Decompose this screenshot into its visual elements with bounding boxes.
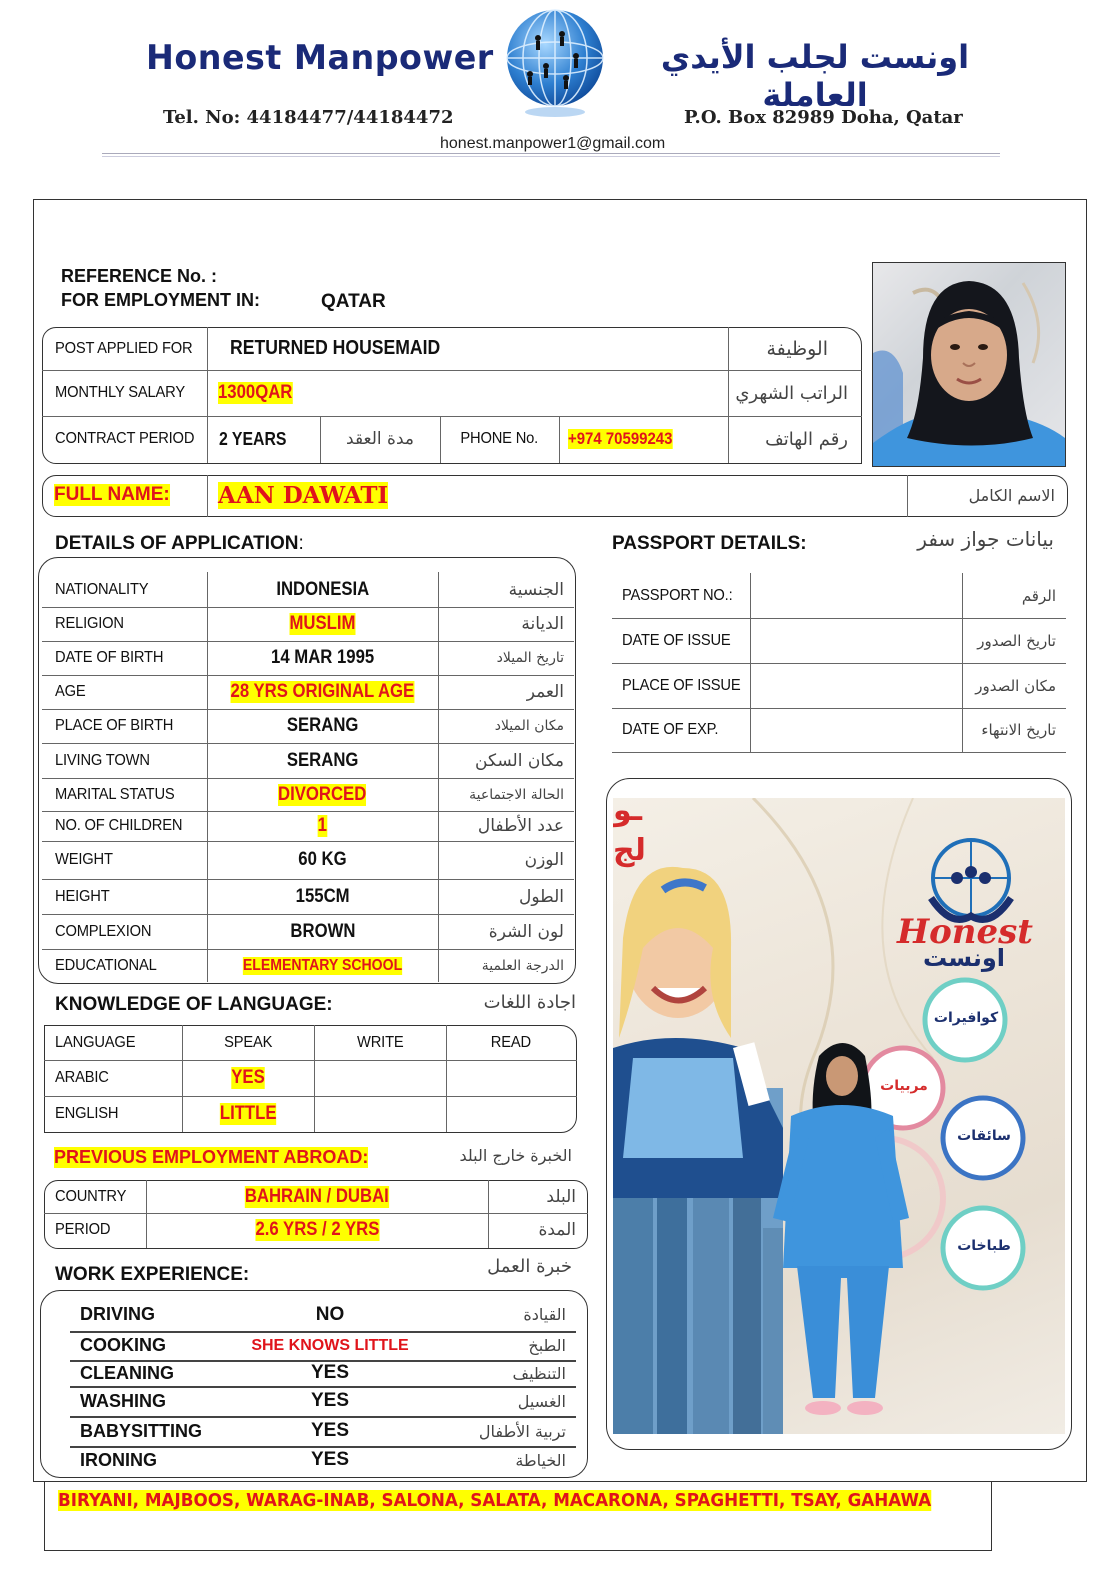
work-row-value: YES <box>310 1420 350 1441</box>
application-row-label: NATIONALITY <box>55 580 149 598</box>
application-row-label-ar: الحالة الاجتماعية <box>469 786 564 803</box>
application-row-label: LIVING TOWN <box>55 751 150 769</box>
salary-label: MONTHLY SALARY <box>55 384 185 401</box>
application-row-label: PLACE OF BIRTH <box>55 717 174 734</box>
application-row-label-ar: تاريخ الميلاد <box>496 650 564 666</box>
contract-label-ar: مدة العقد <box>346 429 414 449</box>
passport-row-label: PASSPORT NO.: <box>622 586 733 604</box>
application-row-value: DIVORCED <box>278 783 367 805</box>
application-row <box>38 778 574 811</box>
work-title: WORK EXPERIENCE: <box>55 1264 250 1285</box>
work-row-value: YES <box>310 1390 350 1411</box>
passport-row <box>612 663 1066 708</box>
poster-photo <box>613 798 1065 1434</box>
work-row-label: WASHING <box>80 1390 167 1411</box>
application-row-label: WEIGHT <box>55 851 113 868</box>
period-label-ar: المدة <box>538 1219 576 1240</box>
contract-label: CONTRACT PERIOD <box>55 430 195 447</box>
application-row-label: EDUCATIONAL <box>55 956 157 974</box>
work-row-label-ar: القيادة <box>523 1305 566 1324</box>
work-row-value: SHE KNOWS LITTLE <box>251 1336 409 1354</box>
application-row-value: MUSLIM <box>289 613 356 634</box>
poster-bubble-2: مربيات <box>880 1078 928 1094</box>
passport-title-ar: بيانات جواز سفر <box>917 527 1054 551</box>
work-title-ar: خبرة العمل <box>487 1256 572 1277</box>
post-value: RETURNED HOUSEMAID <box>230 337 441 359</box>
application-row-label: AGE <box>55 683 86 700</box>
application-row-label-ar: الطول <box>519 886 564 907</box>
country-value: BAHRAIN / DUBAI <box>245 1185 389 1207</box>
passport-row <box>612 573 1066 618</box>
phone-value: +974 70599243 <box>568 429 673 448</box>
language-speak-value: YES <box>231 1067 265 1088</box>
work-row-label-ar: الطبخ <box>528 1336 566 1355</box>
poster-bubble-3: سائقات <box>957 1128 1011 1144</box>
post-label: POST APPLIED FOR <box>55 339 193 357</box>
application-row <box>38 841 574 879</box>
passport-row-label: PLACE OF ISSUE <box>622 676 741 694</box>
language-header: SPEAK <box>223 1033 273 1051</box>
application-row <box>38 572 574 607</box>
fullname-label: FULL NAME: <box>54 484 170 505</box>
header-divider <box>102 153 1000 154</box>
work-row-label: DRIVING <box>80 1304 156 1324</box>
previous-title-ar: الخبرة خارج البلد <box>459 1146 572 1165</box>
header-divider-2 <box>102 156 1000 157</box>
passport-row-label: DATE OF EXP. <box>622 721 719 738</box>
work-row-label-ar: تربية الأطفال <box>478 1421 566 1441</box>
phone-label: PHONE No. <box>460 430 539 447</box>
employment-label: FOR EMPLOYMENT IN: <box>61 290 260 310</box>
work-row <box>40 1298 586 1331</box>
application-row-label-ar: مكان السكن <box>475 750 564 771</box>
language-header: WRITE <box>356 1033 404 1051</box>
passport-row <box>612 708 1066 752</box>
country-label: COUNTRY <box>55 1187 127 1205</box>
application-row-value: 28 YRS ORIGINAL AGE <box>230 681 415 702</box>
application-row <box>38 607 574 641</box>
globe-logo-icon <box>500 8 610 120</box>
application-row-label-ar: مكان الميلاد <box>494 718 564 734</box>
period-label: PERIOD <box>55 1220 111 1238</box>
work-row-label: BABYSITTING <box>80 1420 203 1441</box>
po-box: P.O. Box 82989 Doha, Qatar <box>684 107 963 128</box>
work-row <box>40 1386 586 1416</box>
period-value: 2.6 YRS / 2 YRS <box>255 1218 379 1240</box>
application-row-label: NO. OF CHILDREN <box>55 817 183 834</box>
application-row-label: MARITAL STATUS <box>55 785 175 803</box>
language-name: ENGLISH <box>55 1104 119 1122</box>
language-title: KNOWLEDGE OF LANGUAGE: <box>55 994 333 1015</box>
passport-row-label-ar: مكان الصدور <box>975 676 1056 695</box>
company-name-ar: اونست لجلب الأيدي العاملة <box>660 38 970 114</box>
phone-label-ar: رقم الهاتف <box>765 428 848 450</box>
svg-text:لج: لج <box>613 833 646 868</box>
work-row <box>40 1360 586 1386</box>
passport-row-label-ar: الرقم <box>1021 586 1056 605</box>
work-row-value: NO <box>315 1303 345 1325</box>
application-row-value: ELEMENTARY SCHOOL <box>242 956 403 974</box>
application-row <box>38 811 574 841</box>
poster-brand-en: Honest <box>897 912 1033 952</box>
application-row <box>38 879 574 914</box>
fullname-value: AAN DAWATI <box>218 481 389 509</box>
language-speak-value: LITTLE <box>219 1102 277 1124</box>
work-row-label: CLEANING <box>80 1362 174 1383</box>
work-row-value: YES <box>310 1362 350 1383</box>
application-row-value: INDONESIA <box>276 578 369 600</box>
company-name-en: Honest Manpower <box>146 38 494 78</box>
country-label-ar: البلد <box>546 1186 576 1207</box>
post-label-ar: الوظيفة <box>766 337 828 360</box>
footer-note: BIRYANI, MAJBOOS, WARAG-INAB, SALONA, SALATA, MACARONA, SPAGHETTI, TSAY, GAHAWA <box>58 1490 932 1511</box>
previous-title: PREVIOUS EMPLOYMENT ABROAD: <box>54 1147 369 1167</box>
work-row-label: COOKING <box>80 1335 167 1355</box>
passport-row <box>612 618 1066 663</box>
letterhead <box>0 0 1109 165</box>
language-header: READ <box>490 1033 532 1051</box>
application-row-label-ar: الجنسية <box>508 579 564 600</box>
work-row-label-ar: التنظيف <box>512 1363 566 1383</box>
application-row-label-ar: الوزن <box>524 850 564 870</box>
application-row-label-ar: لون الشرة <box>488 921 564 942</box>
application-row-value: 1 <box>317 815 328 836</box>
language-title-ar: اجادة اللغات <box>483 992 576 1013</box>
work-row <box>40 1416 586 1446</box>
application-row-value: 14 MAR 1995 <box>270 647 375 668</box>
passport-row-label-ar: تاريخ الانتهاء <box>981 721 1056 739</box>
application-row-label: HEIGHT <box>55 887 110 905</box>
application-row-label-ar: الدرجة العلمية <box>481 957 564 974</box>
passport-row-label: DATE OF ISSUE <box>622 631 731 649</box>
language-name: ARABIC <box>55 1069 109 1086</box>
application-row-value: 60 KG <box>298 849 347 870</box>
poster-brand-ar: اونست <box>923 944 1005 972</box>
application-row-value: SERANG <box>286 715 359 736</box>
application-row <box>38 709 574 743</box>
application-row-label-ar: الديانة <box>521 614 564 634</box>
application-title <box>55 533 304 555</box>
work-row-label-ar: الغسيل <box>517 1391 566 1411</box>
application-row <box>38 641 574 675</box>
application-row-label: DATE OF BIRTH <box>55 649 164 666</box>
application-title-colon: : <box>298 533 304 554</box>
application-row-value: 155CM <box>295 885 350 907</box>
application-row-label-ar: العمر <box>526 682 564 702</box>
portrait-photo <box>872 262 1066 467</box>
work-row <box>40 1446 586 1474</box>
salary-value: 1300QAR <box>218 382 293 403</box>
contract-value: 2 YEARS <box>219 428 287 449</box>
application-row-value: SERANG <box>286 749 359 771</box>
work-row-label-ar: الخياطة <box>515 1450 566 1470</box>
application-row <box>38 743 574 778</box>
salary-label-ar: الراتب الشهري <box>735 382 848 404</box>
poster-bubble-4: طباخات <box>957 1238 1011 1254</box>
application-title-text: DETAILS OF APPLICATION <box>55 533 299 554</box>
application-row-label: RELIGION <box>55 615 124 632</box>
work-row-value: YES <box>310 1449 350 1470</box>
application-row <box>38 949 574 982</box>
application-row <box>38 914 574 949</box>
application-row-label: COMPLEXION <box>55 922 152 940</box>
reference-label: REFERENCE No. : <box>61 266 218 286</box>
work-row-label: IRONING <box>80 1449 158 1470</box>
application-row-value: BROWN <box>289 920 356 942</box>
application-row-label-ar: عدد الأطفال <box>477 816 564 836</box>
telephone: Tel. No: 44184477/44184472 <box>163 107 454 128</box>
svg-text:ـو: ـو <box>613 798 643 828</box>
fullname-label-ar: الاسم الكامل <box>968 485 1055 505</box>
poster-bubble-1: كوافيرات <box>933 1010 999 1026</box>
work-row <box>40 1331 586 1360</box>
passport-row-label-ar: تاريخ الصدور <box>977 631 1056 650</box>
application-row <box>38 675 574 709</box>
email[interactable]: honest.manpower1@gmail.com <box>440 135 666 152</box>
language-header: LANGUAGE <box>55 1033 136 1051</box>
passport-title: PASSPORT DETAILS: <box>612 533 807 554</box>
employment-country: QATAR <box>321 291 386 312</box>
